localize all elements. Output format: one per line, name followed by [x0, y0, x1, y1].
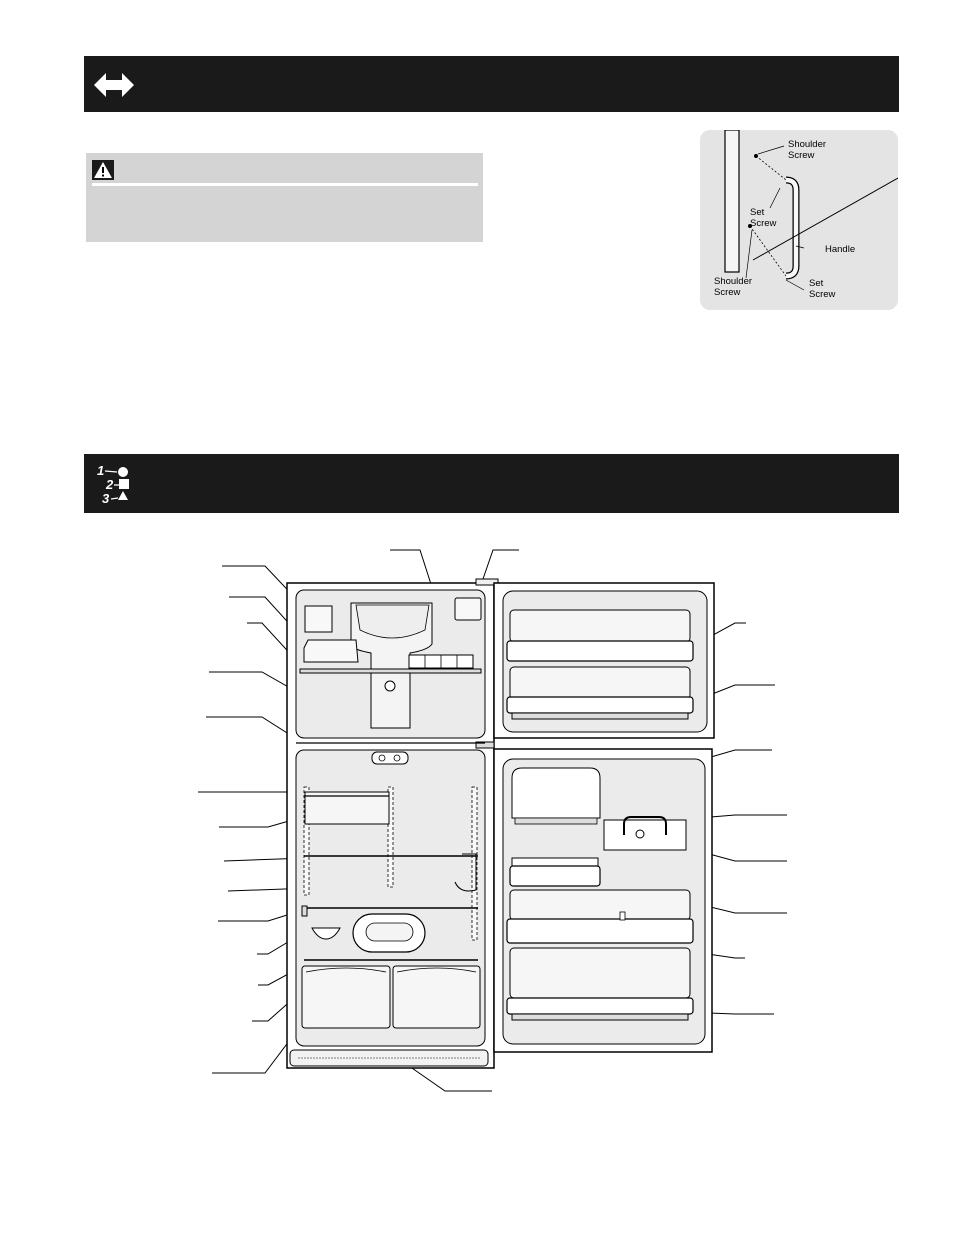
label-handle: Handle [825, 244, 856, 255]
svg-text:1: 1 [97, 463, 105, 478]
svg-text:2: 2 [106, 477, 114, 492]
svg-text:3: 3 [102, 491, 110, 506]
label-set-screw-right: Set Screw [809, 278, 836, 300]
doors [494, 583, 714, 1052]
label-shoulder-screw-bottom: Shoulder Screw [714, 276, 753, 298]
label-set-screw-left: Set Screw [750, 207, 777, 229]
label-shoulder-screw-top: Shoulder Screw [788, 139, 827, 161]
